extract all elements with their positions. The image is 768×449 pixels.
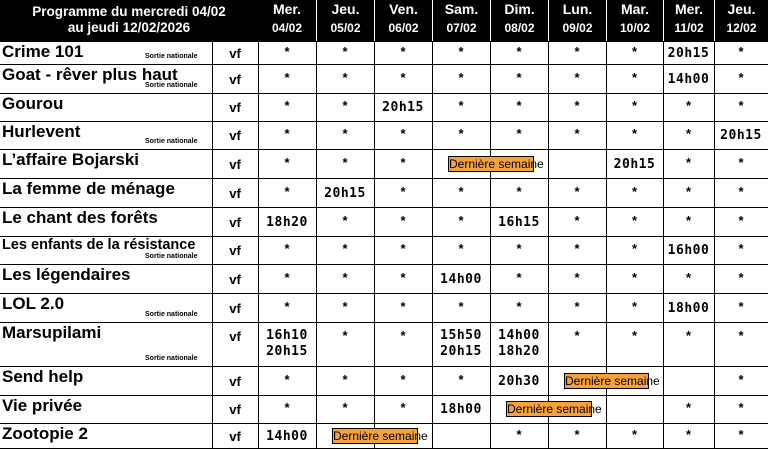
day-header <box>606 0 663 41</box>
showtime-cell <box>374 100 432 116</box>
no-show-cell: * <box>400 184 406 199</box>
no-show-cell: * <box>516 70 522 85</box>
no-show-cell: * <box>342 70 348 85</box>
row-divider <box>0 93 768 94</box>
no-show-cell: * <box>516 126 522 141</box>
no-show-cell: * <box>284 184 290 199</box>
showtime-cell <box>490 374 548 390</box>
no-show-cell: * <box>400 299 406 314</box>
no-show-cell: * <box>738 299 744 314</box>
no-show-cell: * <box>631 241 638 256</box>
showtime: 20h15 <box>720 128 762 143</box>
showtime: 14h00 <box>667 72 710 87</box>
showtime: 20h30 <box>498 374 540 389</box>
movie-title: La femme de ménage <box>2 179 175 198</box>
movie-title: Les enfants de la résistance <box>2 237 196 253</box>
showtime-cell <box>490 328 548 360</box>
no-show-cell: * <box>458 126 464 141</box>
showtime: 14h00 <box>266 429 308 444</box>
day-header <box>374 0 432 41</box>
no-show-cell: * <box>400 155 406 170</box>
no-show-cell: * <box>738 241 744 256</box>
no-show-cell: * <box>738 427 744 442</box>
no-show-cell: * <box>516 241 522 256</box>
showtime-cell <box>606 157 663 173</box>
no-show-cell: * <box>284 98 290 113</box>
no-show-cell: * <box>458 213 464 228</box>
no-show-cell: * <box>574 427 580 442</box>
no-show-cell: * <box>516 299 522 314</box>
movie-title: Send help <box>2 367 84 386</box>
day-header <box>258 0 316 41</box>
movie-title: Goat - rêver plus haut <box>2 65 178 84</box>
showtime-cell <box>432 402 490 418</box>
movie-title: Crime 101 <box>2 42 84 61</box>
no-show-cell: * <box>284 44 290 59</box>
day-date: 11/02 <box>674 21 704 35</box>
day-header <box>316 0 374 41</box>
sortie-nationale-label: Sortie nationale <box>145 53 198 60</box>
no-show-cell: * <box>685 126 692 141</box>
row-divider <box>0 395 768 396</box>
movie-title: Gourou <box>2 94 64 113</box>
row-divider <box>0 41 768 42</box>
no-show-cell: * <box>574 241 580 256</box>
no-show-cell: * <box>685 270 692 285</box>
no-show-cell: * <box>284 126 290 141</box>
no-show-cell: * <box>342 328 348 343</box>
version-label: vf <box>229 402 241 417</box>
no-show-cell: * <box>738 98 744 113</box>
no-show-cell: * <box>342 44 348 59</box>
showtime: 20h15 <box>382 100 424 115</box>
movie-title: Zootopie 2 <box>2 424 88 443</box>
no-show-cell: * <box>738 270 744 285</box>
no-show-cell: * <box>342 213 348 228</box>
no-show-cell: * <box>458 299 464 314</box>
version-label: vf <box>229 128 241 143</box>
no-show-cell: * <box>685 328 692 343</box>
no-show-cell: * <box>342 299 348 314</box>
showtime-cell <box>258 429 316 445</box>
showtime-cell <box>258 328 316 360</box>
no-show-cell: * <box>516 98 522 113</box>
showtime-cell <box>663 72 714 88</box>
version-label: vf <box>229 243 241 258</box>
day-date: 07/02 <box>446 21 477 35</box>
sortie-nationale-label: Sortie nationale <box>145 311 198 318</box>
sortie-nationale-label: Sortie nationale <box>145 355 198 362</box>
version-label: vf <box>229 100 241 115</box>
no-show-cell: * <box>738 70 744 85</box>
no-show-cell: * <box>738 213 744 228</box>
no-show-cell: * <box>574 70 580 85</box>
no-show-cell: * <box>284 241 290 256</box>
no-show-cell: * <box>574 126 580 141</box>
no-show-cell: * <box>738 400 744 415</box>
day-name: Sam. <box>444 1 479 17</box>
movie-title: Hurlevent <box>2 122 81 141</box>
no-show-cell: * <box>685 98 692 113</box>
no-show-cell: * <box>685 400 692 415</box>
no-show-cell: * <box>284 372 290 387</box>
showtime-cell <box>714 128 768 144</box>
version-label: vf <box>229 429 241 444</box>
no-show-cell: * <box>342 400 348 415</box>
showtime: 18h20 <box>266 215 308 230</box>
no-show-cell: * <box>342 155 348 170</box>
no-show-cell: * <box>284 270 290 285</box>
no-show-cell: * <box>342 270 348 285</box>
showtime: 16h15 <box>498 215 540 230</box>
no-show-cell: * <box>458 70 464 85</box>
no-show-cell: * <box>458 98 464 113</box>
no-show-cell: * <box>284 155 290 170</box>
no-show-cell: * <box>574 44 580 59</box>
movie-title: Le chant des forêts <box>2 208 158 227</box>
movie-title: Les légendaires <box>2 265 131 284</box>
row-divider <box>0 293 768 294</box>
showtime-cell <box>663 301 714 317</box>
showtime: 18h00 <box>667 301 710 316</box>
row-divider <box>0 121 768 122</box>
day-header <box>432 0 490 41</box>
no-show-cell: * <box>284 299 290 314</box>
row-divider <box>0 423 768 424</box>
version-label: vf <box>229 186 241 201</box>
showtime-cell <box>258 215 316 231</box>
day-date: 10/02 <box>619 21 651 35</box>
day-date: 04/02 <box>271 21 303 35</box>
no-show-cell: * <box>574 299 580 314</box>
no-show-cell: * <box>342 241 348 256</box>
no-show-cell: * <box>631 427 638 442</box>
no-show-cell: * <box>685 427 692 442</box>
no-show-cell: * <box>738 184 744 199</box>
showtime-cell <box>316 186 374 202</box>
showtime: 18h00 <box>440 402 482 417</box>
no-show-cell: * <box>738 328 744 343</box>
no-show-cell: * <box>574 270 580 285</box>
showtime: 20h15 <box>266 344 308 359</box>
version-label: vf <box>229 374 241 389</box>
derniere-semaine-banner: Dernière semaine <box>565 374 660 388</box>
version-label: vf <box>229 272 241 287</box>
no-show-cell: * <box>458 44 464 59</box>
no-show-cell: * <box>400 270 406 285</box>
no-show-cell: * <box>631 213 638 228</box>
no-show-cell: * <box>574 213 580 228</box>
no-show-cell: * <box>516 270 522 285</box>
showtime: 20h15 <box>440 344 482 359</box>
day-name: Jeu. <box>727 1 756 17</box>
showtime-cell <box>663 46 714 62</box>
no-show-cell: * <box>516 184 522 199</box>
showtime: 20h15 <box>667 46 710 61</box>
movie-title: L’affaire Bojarski <box>2 150 140 169</box>
day-date: 09/02 <box>562 21 593 35</box>
showtime: 16h00 <box>667 243 710 258</box>
no-show-cell: * <box>631 98 638 113</box>
no-show-cell: * <box>738 372 744 387</box>
version-label: vf <box>229 215 241 230</box>
version-label: vf <box>229 301 241 316</box>
no-show-cell: * <box>458 241 464 256</box>
no-show-cell: * <box>574 184 580 199</box>
no-show-cell: * <box>574 98 580 113</box>
day-header <box>548 0 606 41</box>
showtime: 20h15 <box>613 157 656 172</box>
program-title-line1: Programme du mercredi 04/02 <box>32 4 226 19</box>
derniere-semaine-banner: Dernière semaine <box>449 157 544 171</box>
no-show-cell: * <box>342 372 348 387</box>
day-date: 12/02 <box>726 21 757 35</box>
no-show-cell: * <box>685 184 692 199</box>
no-show-cell: * <box>400 44 406 59</box>
no-show-cell: * <box>400 400 406 415</box>
showtime: 18h20 <box>498 344 540 359</box>
showtime: 20h15 <box>324 186 366 201</box>
no-show-cell: * <box>284 400 290 415</box>
no-show-cell: * <box>400 328 406 343</box>
no-show-cell: * <box>400 70 406 85</box>
showtime-cell <box>432 272 490 288</box>
day-name: Dim. <box>504 1 535 17</box>
row-divider <box>0 322 768 323</box>
no-show-cell: * <box>631 126 638 141</box>
day-date: 05/02 <box>330 21 361 35</box>
day-name: Mer. <box>674 1 703 17</box>
no-show-cell: * <box>458 184 464 199</box>
version-label: vf <box>229 329 241 344</box>
day-date: 08/02 <box>504 21 535 35</box>
showtime: 16h10 <box>266 328 308 343</box>
no-show-cell: * <box>574 328 580 343</box>
showtime: 14h00 <box>440 272 482 287</box>
no-show-cell: * <box>400 126 406 141</box>
showtime-cell <box>432 328 490 360</box>
version-label: vf <box>229 46 241 61</box>
no-show-cell: * <box>631 328 638 343</box>
no-show-cell: * <box>400 372 406 387</box>
showtime: 15h50 <box>440 328 482 343</box>
derniere-semaine-banner: Dernière semaine <box>507 402 602 416</box>
sortie-nationale-label: Sortie nationale <box>145 138 198 145</box>
day-name: Lun. <box>562 1 593 17</box>
movie-title: Marsupilami <box>2 323 102 342</box>
no-show-cell: * <box>631 184 638 199</box>
no-show-cell: * <box>631 44 638 59</box>
version-label: vf <box>229 72 241 87</box>
no-show-cell: * <box>631 270 638 285</box>
no-show-cell: * <box>685 213 692 228</box>
movie-title: LOL 2.0 <box>2 294 65 313</box>
row-divider <box>0 366 768 367</box>
program-title <box>0 0 258 41</box>
showtime-cell <box>663 243 714 259</box>
no-show-cell: * <box>458 372 464 387</box>
no-show-cell: * <box>400 241 406 256</box>
day-header <box>663 0 714 41</box>
day-date: 06/02 <box>388 21 419 35</box>
no-show-cell: * <box>516 44 522 59</box>
no-show-cell: * <box>342 98 348 113</box>
version-label: vf <box>229 157 241 172</box>
no-show-cell: * <box>284 70 290 85</box>
no-show-cell: * <box>738 155 744 170</box>
no-show-cell: * <box>342 126 348 141</box>
day-header <box>714 0 768 41</box>
no-show-cell: * <box>685 155 692 170</box>
program-title-line2: au jeudi 12/02/2026 <box>67 20 191 35</box>
no-show-cell: * <box>738 44 744 59</box>
day-name: Mar. <box>620 1 649 17</box>
no-show-cell: * <box>631 70 638 85</box>
sortie-nationale-label: Sortie nationale <box>145 82 198 89</box>
sortie-nationale-label: Sortie nationale <box>145 253 198 260</box>
showtime: 14h00 <box>498 328 540 343</box>
day-name: Jeu. <box>331 1 360 17</box>
day-name: Mer. <box>272 1 301 17</box>
showtime-cell <box>490 215 548 231</box>
no-show-cell: * <box>400 213 406 228</box>
movie-title: Vie privée <box>2 396 83 415</box>
no-show-cell: * <box>631 299 638 314</box>
no-show-cell: * <box>516 427 522 442</box>
day-header <box>490 0 548 41</box>
day-name: Ven. <box>389 1 418 17</box>
derniere-semaine-banner: Dernière semaine <box>333 429 428 443</box>
